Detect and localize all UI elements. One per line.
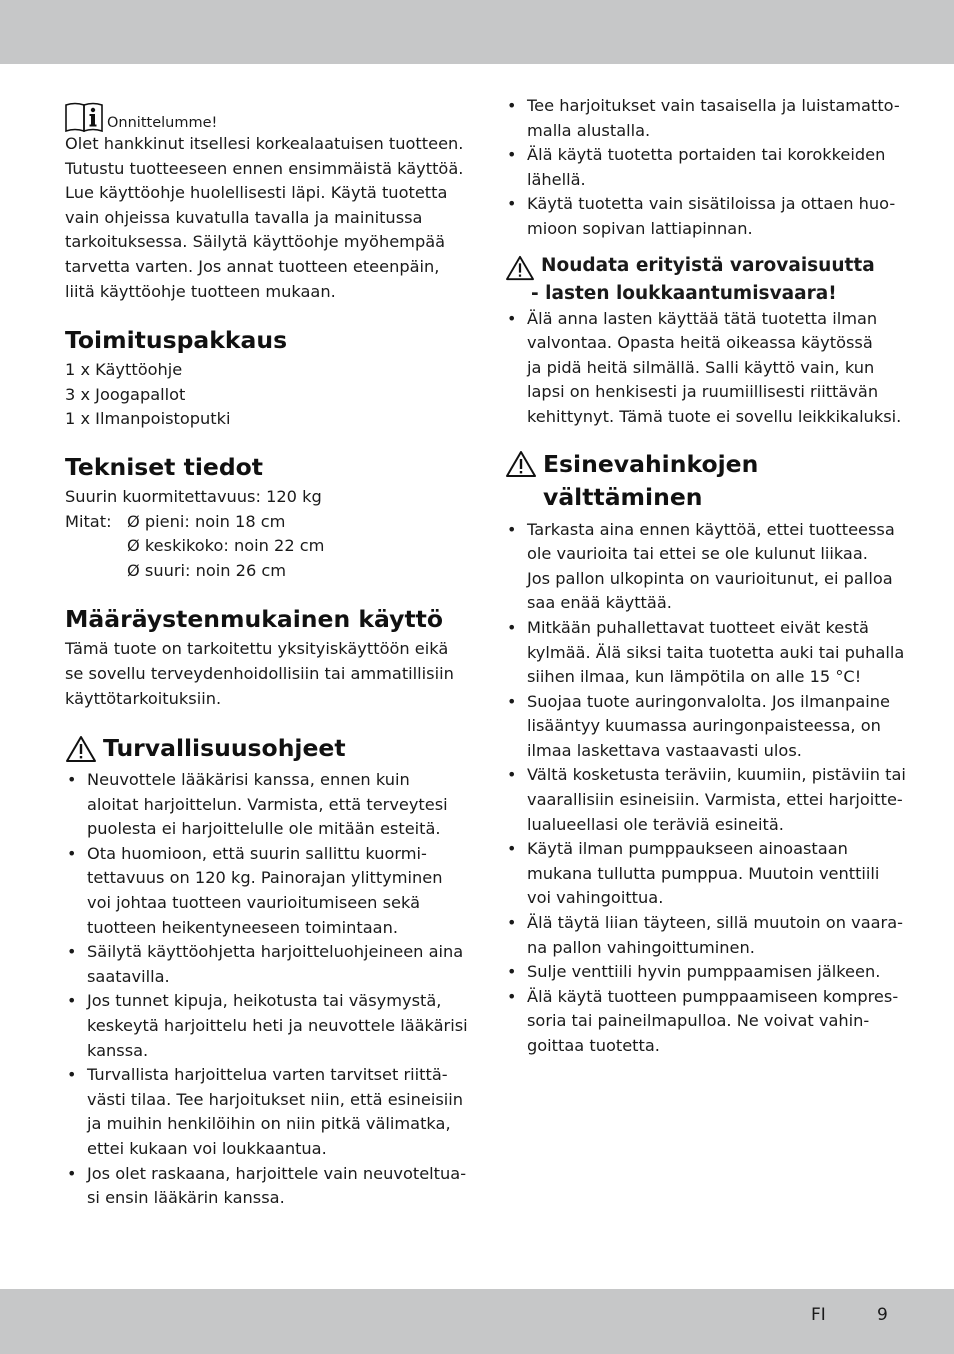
safety-item-line: • Jos olet raskaana, harjoittele vain neuvoteltua-: [87, 1163, 467, 1183]
safety-item-line: voi johtaa tuotteen vaurioitumiseen sekä: [87, 893, 420, 913]
damage-item-line: na pallon vahingoittuminen.: [527, 937, 755, 957]
safety-item-line: puolesta ei harjoittelulle ole mitään esteitä.: [87, 819, 441, 839]
safety-item-line: ettei kukaan voi loukkaantua.: [87, 1139, 327, 1158]
header-band: [0, 0, 954, 64]
children-item-line: valvontaa. Opasta heitä oikeassa käytössä: [527, 333, 873, 353]
right-column: [505, 94, 906, 1059]
delivery-item: 1 x Käyttöohje: [65, 360, 183, 380]
damage-item-line: siihen ilmaa, kun lämpötila on alle 15 °C!: [527, 667, 862, 687]
surface-item-line: • Tee harjoitukset vain tasaisella ja luistamatto-: [527, 96, 900, 115]
damage-item-line: • Älä täytä liian täyteen, sillä muutoin on vaara-: [527, 913, 903, 933]
surface-item-line: • Käytä tuotetta vain sisätiloissa ja ottaen huo-: [527, 194, 896, 214]
safety-item-line: tettavuus on 120 kg. Painorajan ylittyminen: [87, 868, 443, 888]
surface-item: [505, 94, 900, 143]
intro-line: vain ohjeissa kuvatulla tavalla ja mainitussa: [65, 207, 423, 227]
damage-title-line-2: välttäminen: [543, 482, 703, 511]
children-heading: [505, 253, 895, 281]
left-column: [65, 94, 468, 1211]
safety-heading: [65, 733, 455, 763]
delivery-item: 1 x Ilmanpoistoputki: [65, 409, 231, 429]
use-line: se sovellu terveydenhoidollisiin tai ammatillisiin: [65, 663, 454, 683]
damage-item-line: lualueellasi ole teräviä esineitä.: [527, 814, 784, 834]
safety-item: [65, 768, 455, 842]
surface-item-line: • Älä käytä tuotetta portaiden tai korokkeiden: [527, 145, 886, 165]
warning-triangle-icon: [505, 255, 535, 281]
surface-item: [505, 192, 895, 241]
tech-dim-medium: Ø keskikoko: noin 22 cm: [127, 536, 325, 556]
use-line: Tämä tuote on tarkoitettu yksityiskäyttöön eikä: [65, 639, 449, 659]
children-list: [505, 307, 902, 430]
footer-language: FI: [811, 1305, 826, 1325]
safety-item-line: • Neuvottele lääkärisi kanssa, ennen kuin: [87, 770, 410, 790]
tech-title: Tekniset tiedot: [65, 452, 264, 481]
safety-item-line: • Turvallista harjoittelua varten tarvitset riittä-: [87, 1065, 448, 1085]
children-item-line: lapsi on henkisesti ja ruumiillisesti riittävän: [527, 382, 879, 402]
damage-item-line: • Vältä kosketusta teräviin, kuumiin, pistäviin tai: [527, 765, 906, 785]
damage-item: [505, 960, 895, 985]
damage-item-line: • Mitkään puhallettavat tuotteet eivät kestä: [527, 617, 869, 637]
intro-line: Olet hankkinut itsellesi korkealaatuisen tuotteen.: [65, 134, 464, 153]
safety-item-line: saatavilla.: [87, 966, 170, 986]
safety-item-line: • Säilytä käyttöohjetta harjoitteluohjeineen aina: [87, 942, 464, 962]
safety-item: [65, 940, 464, 989]
safety-item-line: aloitat harjoittelun. Varmista, että terveytesi: [87, 794, 448, 814]
surface-item: [505, 143, 895, 192]
safety-item-line: keskeytä harjoittelu heti ja neuvottele lääkärisi: [87, 1016, 468, 1036]
safety-item-line: • Ota huomioon, että suurin sallittu kuormi-: [87, 843, 427, 863]
safety-item: [65, 1162, 467, 1211]
children-item-line: • Älä anna lasten käyttää tätä tuotetta ilman: [527, 308, 878, 328]
safety-item: [65, 989, 468, 1063]
safety-item: [65, 842, 455, 940]
damage-item-line: • Suojaa tuote auringonvalolta. Jos ilmanpaine: [527, 691, 890, 711]
intro-line: tarvetta varten. Jos annat tuotteen eteenpäin,: [65, 256, 440, 276]
safety-item: [65, 1063, 464, 1161]
delivery-list: [65, 358, 455, 432]
intro-greeting-line: [65, 94, 455, 132]
damage-item: [505, 518, 895, 616]
page-number: 9: [877, 1305, 888, 1325]
intro-line: Lue käyttöohje huolellisesti läpi. Käytä tuotetta: [65, 183, 448, 203]
tech-dims-row-1: [65, 510, 455, 535]
damage-item-line: lisääntyy kuumassa auringonpaisteessa, on: [527, 716, 881, 736]
info-manual-icon: [65, 102, 103, 132]
damage-title-line-1: Esinevahinkojen: [543, 449, 759, 478]
children-item: [505, 307, 902, 430]
intro-line: Tutustu tuotteeseen ennen ensimmäistä käyttöä.: [65, 158, 464, 178]
tech-load: Suurin kuormitettavuus: 120 kg: [65, 486, 322, 506]
intro-greeting: Onnittelumme!: [107, 115, 218, 131]
damage-item: [505, 616, 905, 690]
delivery-title: Toimituspakkaus: [65, 326, 288, 355]
intro-line: liitä käyttöohje tuotteen mukaan.: [65, 281, 336, 301]
damage-item-line: voi vahingoittua.: [527, 888, 664, 908]
damage-list: [505, 518, 906, 1059]
tech-dim-small: Ø pieni: noin 18 cm: [127, 511, 286, 531]
damage-item-line: Jos pallon ulkopinta on vaurioitunut, ei palloa: [527, 568, 893, 588]
intro-text: [65, 132, 464, 304]
safety-item-line: si ensin lääkärin kanssa.: [87, 1188, 285, 1208]
safety-item-line: tuotteen heikentyneeseen toimintaan.: [87, 917, 398, 937]
tech-dims-label: Mitat:: [65, 511, 112, 531]
tech-dims-row-3: [65, 559, 455, 584]
surface-item-line: lähellä.: [527, 169, 586, 189]
safety-item-line: kanssa.: [87, 1040, 149, 1060]
damage-item-line: ole vaurioita tai ettei se ole kulunut liikaa.: [527, 544, 868, 564]
use-text: [65, 637, 455, 711]
tech-dims-row-2: [65, 534, 455, 559]
delivery-item: 3 x Joogapallot: [65, 384, 186, 404]
damage-item: [505, 911, 903, 960]
warning-triangle-icon: [65, 735, 97, 763]
damage-item: [505, 690, 895, 764]
children-item-line: kehittynyt. Tämä tuote ei sovellu leikkikaluksi.: [527, 406, 902, 426]
use-title: Määräystenmukainen käyttö: [65, 605, 444, 634]
warning-triangle-icon: [505, 450, 537, 478]
damage-item-line: soria tai paineilmapulloa. Ne voivat vahin-: [527, 1011, 870, 1031]
damage-item-line: • Tarkasta aina ennen käyttöä, ettei tuotteessa: [527, 519, 895, 539]
damage-item-line: • Älä käytä tuotteen pumppaamiseen kompres-: [527, 986, 899, 1006]
safety-item-line: västi tilaa. Tee harjoitukset niin, että esineisiin: [87, 1089, 464, 1109]
damage-item-line: • Käytä ilman pumppaukseen ainoastaan: [527, 839, 848, 859]
damage-item-line: vaarallisiin esineisiin. Varmista, ettei harjoitte-: [527, 790, 903, 810]
surface-item-line: mioon sopivan lattiapinnan.: [527, 218, 753, 238]
tech-dim-large: Ø suuri: noin 26 cm: [127, 560, 287, 580]
safety-item-line: ja muihin henkilöihin on niin pitkä välimatka,: [87, 1114, 451, 1134]
damage-item: [505, 763, 906, 837]
children-title-line-2: - lasten loukkaantumisvaara!: [531, 282, 837, 304]
damage-item-line: kylmää. Älä siksi taita tuotetta auki tai puhalla: [527, 642, 905, 662]
damage-item-line: • Sulje venttiili hyvin pumppaamisen jälkeen.: [527, 962, 881, 982]
damage-item-line: goittaa tuotetta.: [527, 1036, 660, 1055]
damage-item-line: mukana tullutta pumppua. Muutoin venttiili: [527, 863, 880, 883]
surface-item-line: malla alustalla.: [527, 120, 651, 140]
children-item-line: ja pidä heitä silmällä. Salli käyttö vain, kun: [527, 357, 875, 377]
surface-list: [505, 94, 900, 242]
damage-item-line: ilmaa laskettava vastaavasti ulos.: [527, 740, 802, 760]
safety-item-line: • Jos tunnet kipuja, heikotusta tai väsymystä,: [87, 991, 442, 1011]
safety-list: [65, 768, 468, 1211]
damage-item: [505, 985, 899, 1059]
damage-heading: [505, 448, 895, 514]
children-title-line-1: Noudata erityistä varovaisuutta: [541, 254, 875, 276]
intro-line: tarkoituksessa. Säilytä käyttöohje myöhempää: [65, 232, 446, 252]
use-line: käyttötarkoituksiin.: [65, 688, 222, 708]
damage-item-line: saa enää käyttää.: [527, 593, 672, 613]
safety-title: Turvallisuusohjeet: [103, 734, 346, 763]
damage-item: [505, 837, 895, 911]
